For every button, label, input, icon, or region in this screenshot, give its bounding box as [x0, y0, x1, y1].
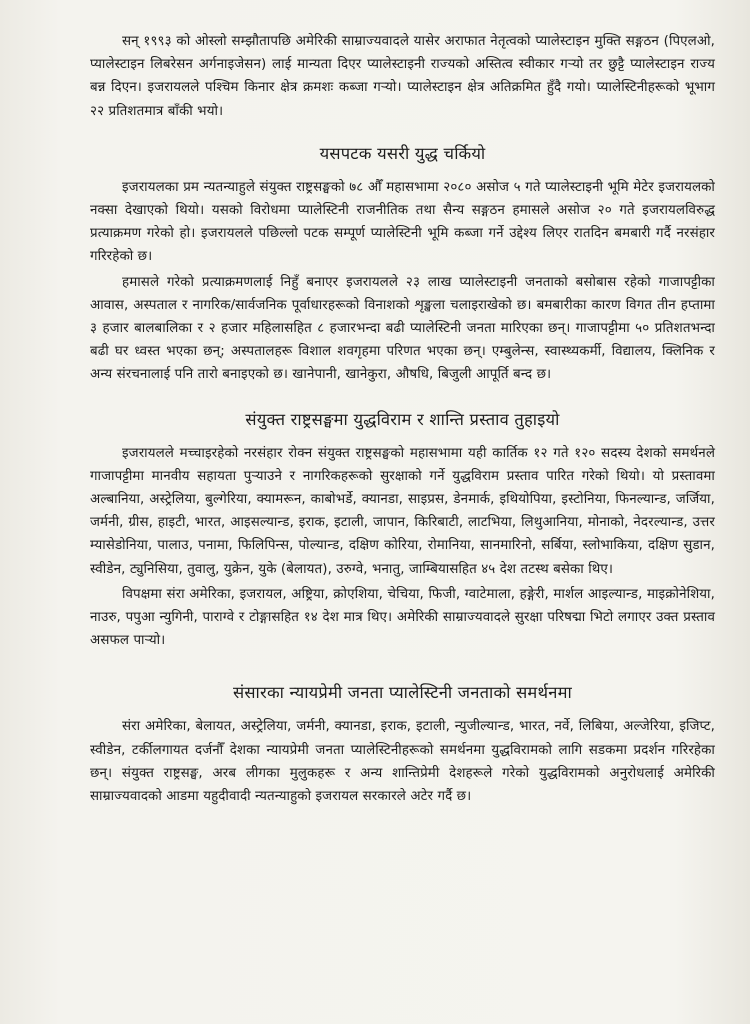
section-heading-war-escalation: यसपटक यसरी युद्ध चर्कियो	[319, 143, 486, 163]
section-heading-global-support: संसारका न्यायप्रेमी जनता प्यालेस्टिनी जनताको समर्थनमा	[233, 683, 572, 703]
section-paragraph: इजरायलका प्रम न्यतन्याहुले संयुक्त राष्ट्रसङ्घको ७८ औँ महासभामा २०८० असोज ५ गते प्यालेस्टाइनी भूमि मेटेर इजरायलको नक्सा देखाएको थियो। यसको विरोधमा प्यालेस्टिनी राजनीतिक तथा सैन्य सङ्गठन हमासले असोज २० गते इजरायलविरुद्ध प्रत्याक्रमण गरेको हो। इजरायलले पछिल्लो पटक सम्पूर्ण प्यालेस्टिनी भूमि कब्जा गर्ने उद्देश्य लिएर रातदिन बमबारी गर्दै नरसंहार गरिरहेको छ।	[90, 179, 715, 265]
intro-paragraph: सन् १९९३ को ओस्लो सम्झौतापछि अमेरिकी साम्राज्यवादले यासेर अराफात नेतृत्वको प्यालेस्टाइन मुक्ति सङ्गठन (पिएलओ, प्यालेस्टाइन लिबरेसन अर्गनाइजेसन) लाई मान्यता दिएर प्यालेस्टाइनी राज्यको अस्तित्व स्वीकार गर्‍यो तर छुट्टै प्यालेस्टाइन राज्य बन्न दिएन। इजरायलले पश्चिम किनार क्षेत्र क्रमशः कब्जा गर्‍यो। प्यालेस्टाइन क्षेत्र अतिक्रमित हुँदै गयो। प्यालेस्टिनीहरूको भूभाग २२ प्रतिशतमात्र बाँकी भयो।	[90, 34, 715, 119]
article-body	[90, 30, 715, 808]
section-paragraph: हमासले गरेको प्रत्याक्रमणलाई निहुँ बनाएर इजरायलले २३ लाख प्यालेस्टाइनी जनताको बसोबास रहेको गाजापट्टीका आवास, अस्पताल र नागरिक/सार्वजनिक पूर्वाधारहरूको विनाशको शृङ्खला चलाइराखेको छ। बमबारीका कारण विगत तीन हप्तामा ३ हजार बालबालिका र २ हजार महिलासहित ८ हजारभन्दा बढी प्यालेस्टिनी जनता मारिएका छन्। गाजापट्टीमा ५० प्रतिशतभन्दा बढी घर ध्वस्त भएका छन्; अस्पतालहरू विशाल शवगृहमा परिणत भएका छन्। एम्बुलेन्स, स्वास्थ्यकर्मी, विद्यालय, क्लिनिक र अन्य संरचनालाई पनि तारो बनाइएको छ। खानेपानी, खानेकुरा, औषधि, बिजुली आपूर्ति बन्द छ।	[90, 274, 715, 383]
section-heading-un-ceasefire: संयुक्त राष्ट्रसङ्घमा युद्धविराम र शान्ति प्रस्ताव तुहाइयो	[245, 409, 560, 429]
section-paragraph: विपक्षमा संरा अमेरिका, इजरायल, अष्ट्रिया, क्रोएशिया, चेचिया, फिजी, ग्वाटेमाला, हङ्गेरी, मार्शल आइल्यान्ड, माइक्रोनेशिया, नाउरु, पपुआ न्युगिनी, पाराग्वे र टोङ्गासहित १४ देश मात्र थिए। अमेरिकी साम्राज्यवादले सुरक्षा परिषद्मा भिटो लगाएर उक्त प्रस्ताव असफल पार्‍यो।	[90, 586, 715, 649]
section-paragraph: इजरायलले मच्चाइरहेको नरसंहार रोक्न संयुक्त राष्ट्रसङ्घको महासभामा यही कार्तिक १२ गते १२० सदस्य देशको समर्थनले गाजापट्टीमा मानवीय सहायता पुर्‍याउने र नागरिकहरूको सुरक्षाको गर्ने युद्धविराम प्रस्ताव पारित गरेको थियो। यो प्रस्तावमा अल्बानिया, अस्ट्रेलिया, बुल्गेरिया, क्यामरून, काबोभर्डे, क्यानडा, साइप्रस, डेनमार्क, इथियोपिया, इस्टोनिया, फिनल्यान्ड, जर्जिया, जर्मनी, ग्रीस, हाइटी, भारत, आइसल्यान्ड, इराक, इटाली, जापान, किरिबाटी, लाटभिया, लिथुआनिया, मोनाको, नेदरल्यान्ड, उत्तर म्यासेडोनिया, पालाउ, पनामा, फिलिपिन्स, पोल्यान्ड, दक्षिण कोरिया, रोमानिया, सानमारिनो, सर्बिया, स्लोभाकिया, दक्षिण सुडान, स्वीडेन, ट्युनिसिया, तुवालु, युक्रेन, युके (बेलायत), उरुग्वे, भनातु, जाम्बियासहित ४५ देश तटस्थ बसेका थिए।	[90, 445, 715, 577]
section-paragraph: संरा अमेरिका, बेलायत, अस्ट्रेलिया, जर्मनी, क्यानडा, इराक, इटाली, न्युजील्यान्ड, भारत, नर्वे, लिबिया, अल्जेरिया, इजिप्ट, स्वीडेन, टर्कीलगायत दर्जनौँ देशका न्यायप्रेमी जनता प्यालेस्टिनीहरूको समर्थनमा युद्धविरामको लागि सडकमा प्रदर्शन गरिरहेका छन्। संयुक्त राष्ट्रसङ्घ, अरब लीगका मुलुकहरू र अन्य शान्तिप्रेमी देशहरूले गरेको युद्धविरामको अनुरोधलाई अमेरिकी साम्राज्यवादको आडमा यहुदीवादी न्यतन्याहुको इजरायल सरकारले अटेर गर्दै छ।	[90, 719, 715, 805]
